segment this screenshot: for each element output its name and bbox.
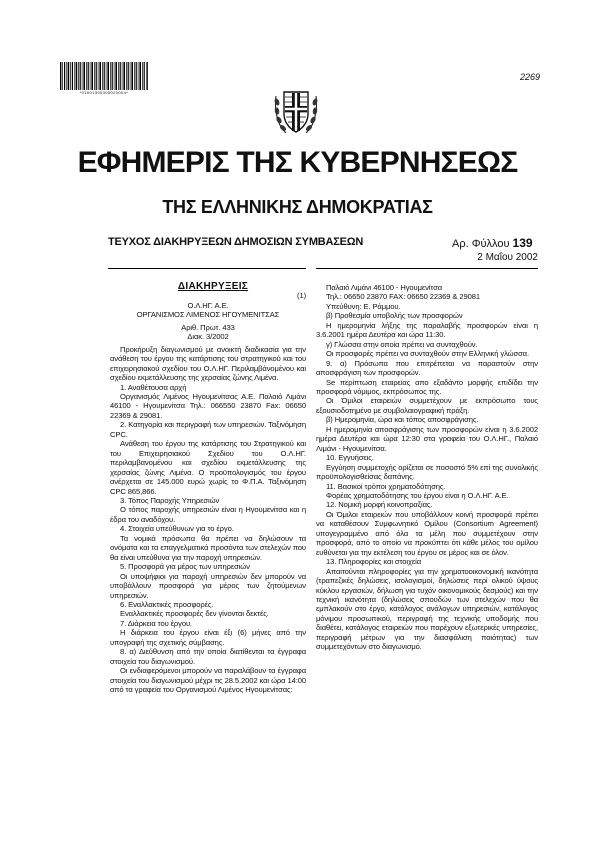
paragraph: 1. Αναθέτουσα αρχή <box>120 382 187 392</box>
paragraph: 6. Εναλλακτικές προσφορές. <box>120 599 214 609</box>
paragraph: Ο τόπος παροχής υπηρεσιών είναι η Ηγουμενίτσα και η έδρα του αναδόχου. <box>110 505 306 524</box>
paragraph: 9. α) Πρόσωπα που επιτρέπεται να παραστούν στην αποσφράγιση των προσφορών. <box>316 358 538 378</box>
paragraph: Η ημερομηνία λήξης της παραλαβής προσφορών είναι η 3.6.2001 ημέρα Δευτέρα και ώρα 11:30. <box>316 320 538 340</box>
paragraph: Φορέας χρηματοδότησης του έργου είναι η Ο.Λ.ΗΓ. Α.Ε. <box>326 490 509 500</box>
org-name: ΟΡΓΑΝΙΣΜΟΣ ΛΙΜΕΝΟΣ ΗΓΟΥΜΕΝΙΤΣΑΣ <box>136 310 280 320</box>
paragraph: 12. Νομική μορφή κοινοπραξίας. <box>326 500 433 510</box>
paragraph: Τηλ.: 06650 23870 FAX: 06650 22369 & 29081 <box>326 292 480 302</box>
sheet-number <box>452 236 533 250</box>
divider-right <box>316 268 538 269</box>
paragraph: 4. Στοιχεία υπεύθυνων για το έργο. <box>120 524 234 534</box>
paragraph: β) Προθεσμία υποβολής των προσφορών <box>326 311 463 321</box>
paragraph: Οι προσφορές πρέπει να συνταχθούν στην Ελληνική γλώσσα. <box>326 349 529 359</box>
paragraph: 11. Βασικοί τρόποι χρηματοδότησης. <box>326 481 446 491</box>
declaration-number: Διακ. 3/2002 <box>187 332 229 342</box>
barcode <box>60 62 148 90</box>
sheet-label: Αρ. Φύλλου <box>452 238 510 250</box>
gazette-subtitle: ΤΗΣ ΕΛΛΗΝΙΚΗΣ ΔΗΜΟΚΡΑΤΙΑΣ <box>162 197 433 217</box>
paragraph: Υπεύθυνη: Ε. Ράμμου. <box>326 301 401 311</box>
paragraph: Se περίπτωση εταιρείας απο εξαδάντο μορφής επιδίδει την προσφορά νόμιμος, εκπρόσωπος της. <box>316 377 538 396</box>
protocol-number: Αριθ. Πρωτ. 433 <box>181 322 235 332</box>
barcode-number: *01001390305020004* <box>79 90 129 95</box>
paragraph: Οι ενδιαφερόμενοι μπορούν να παραλάβουν τα έγγραφα στοιχεία του διαγωνισμού μέχρι τις 28.5.2002 και ώρα 14:00 από τα γραφεία του Οργανισμού Λιμένος Ηγουμενίτσας: <box>110 666 306 695</box>
paragraph: 8. α) Διεύθυνση από την οποία διατίθενται τα έγγραφα στοιχεία του διαγωνισμού. <box>110 647 306 666</box>
paragraph: Απαιτούνται πληροφορίες για την χρηματοοικονομική ικανότητα (τραπεζικές δηλώσεις, ισολογισμοί, δηλώσεις περί ολικού ύψους κύκλου εργασιών, δήλωση για τυχόν οικονομικούς δεσμούς) και την τεχνική ικανότητα (δηλώσεις σπουδών των στελεχών που θα εμπλακούν στο έργο, κατάλογος ανάλογων υπηρεσιών, κατάλογος μόνιμου προσωπικού, περιγραφή της τεχνικής υποδομής που διαθέτει, κατάλογος εταιρειών που παρέχουν εξωτερικές υπηρεσίες, περιγραφή μέτρων για την διασφάλιση ποιότητας) των συμμετεχόντων στο διαγωνισμό. <box>316 566 538 652</box>
paragraph: Οι Όμιλοι εταιρειών συμμετέχουν με εκπρόσωπο τους εξουσιοδοτημένο με συμβολαιογραφική πράξη. <box>316 396 538 415</box>
paragraph: 7. Διάρκεια του έργου. <box>120 618 193 628</box>
paragraph: 2. Κατηγορία και περιγραφή των υπηρεσιών. Ταξινόμηση CPC. <box>110 420 306 439</box>
paragraph: 5. Προσφορά για μέρος των υπηρεσιών <box>120 562 250 572</box>
paragraph: Οι υποψήφιοι για παροχή υπηρεσιών δεν μπορούν να υποβάλλουν προσφορά για μέρος των ζητούμενων υπηρεσιών. <box>110 571 306 600</box>
paragraph: 3. Τόπος Παροχής Υπηρεσιών <box>120 495 220 505</box>
sheet-number-value: 139 <box>512 236 533 250</box>
paragraph: 13. Πληροφορίες και στοιχεία <box>326 557 422 567</box>
paragraph: Τα νομικά πρόσωπα θα πρέπει να δηλώσουν τα ονόματα και τα επαγγελματικά προσόντα των στελεχών που θα είναι υπεύθυνα για την παροχή υπηρεσιών. <box>110 533 306 562</box>
paragraph: Η διάρκεια του έργου είναι έξι (6) μήνες από την υπογραφή της σχετικής σύμβασης. <box>110 628 306 647</box>
paragraph: Ανάθεση του έργου της κατάρτισης του Στρατηγικού και του Επιχειρησιακού Σχεδίου του Ο.Λ.ΗΓ. περιλαμβανομένου και σχεδίου εκμετάλλευσης της χερσαίας ζώνης Λιμένα. Ο προϋπολογισμός του έργου ανέρχεται σε 145.000 ευρώ χωρίς το Φ.Π.Α. Ταξινόμηση CPC 865,866. <box>110 439 306 496</box>
paragraph: Οι Όμιλοι εταιρειών που υποβάλλουν κοινή προσφορά πρέπει να καταθέσουν Συμφωνητικό Ομίλου (Consortium Agreement) υπογεγραμμένο από όλα τα μέλη που συμμετέχουν στην προσφορά, από το οποίο να προκύπτει ότι κάθε μέλος του ομίλου ευθύνεται για την εκτέλεση του έργου σε μέρος και σε όλον. <box>316 509 538 557</box>
paragraph: 10. Εγγυήσεις. <box>326 453 374 463</box>
right-column <box>316 283 538 652</box>
paragraph: Παλαιό Λιμάνι 46100 - Ηγουμενίτσα <box>326 283 443 292</box>
paragraph: Οργανισμός Λιμένος Ηγουμενίτσας Α.Ε. Παλαιό Λιμάνι 46100 - Ηγουμενίτσα Τηλ.: 066550 23870 Fax: 06650 22369 & 29081. <box>110 391 306 420</box>
entry-marker: (1) <box>297 291 306 301</box>
paragraph: Εναλλακτικές προσφορές δεν γίνονται δεκτές. <box>120 609 269 619</box>
issue-date: 2 Μαΐου 2002 <box>477 252 538 263</box>
divider-left <box>108 268 306 269</box>
paragraph: Η ημερομηνία αποσφράγισης των προσφορών είναι η 3.6.2002 ημέρα Δευτέρα και ώρα 12:30 στα γραφεία του Ο.Λ.ΗΓ., Παλαιό Λιμάνι - Ηγουμενίτσα. <box>316 424 538 453</box>
paragraph: β) Ημερομηνία, ώρα και τόπος αποσφράγισης. <box>326 415 479 425</box>
coat-of-arms-icon <box>270 84 322 138</box>
paragraph: γ) Γλώσσα στην οποία πρέπει να συνταχθούν. <box>326 339 478 349</box>
section-heading: ΔΙΑΚΗΡΥΞΕΙΣ <box>177 281 249 292</box>
page-number: 2269 <box>519 72 540 82</box>
org-short: Ο.Λ.ΗΓ. Α.Ε. <box>187 300 229 310</box>
paragraph: Εγγύηση συμμετοχής ορίζεται σε ποσοστό 5% επί της συνολικής προϋπολογισθείσας δαπάνης. <box>316 462 538 482</box>
issue-type: ΤΕΥΧΟΣ ΔΙΑΚΗΡΥΞΕΩΝ ΔΗΜΟΣΙΩΝ ΣΥΜΒΑΣΕΩΝ <box>108 236 364 248</box>
paragraph: Προκήρυξη διαγωνισμού με ανοικτή διαδικασία για την ανάθεση του έργου της κατάρτισης του στρατηγικού και του επιχειρησιακού σχεδίου του Ο.Λ.ΗΓ. Περιλαμβάνομένου και σχεδίου εκμετάλλευσης της χερσαίας ζώνης Λιμένα. <box>110 344 306 383</box>
gazette-title: ΕΦΗΜΕΡΙΣ ΤΗΣ ΚΥΒΕΡΝΗΣΕΩΣ <box>77 146 518 179</box>
left-column <box>110 282 306 694</box>
